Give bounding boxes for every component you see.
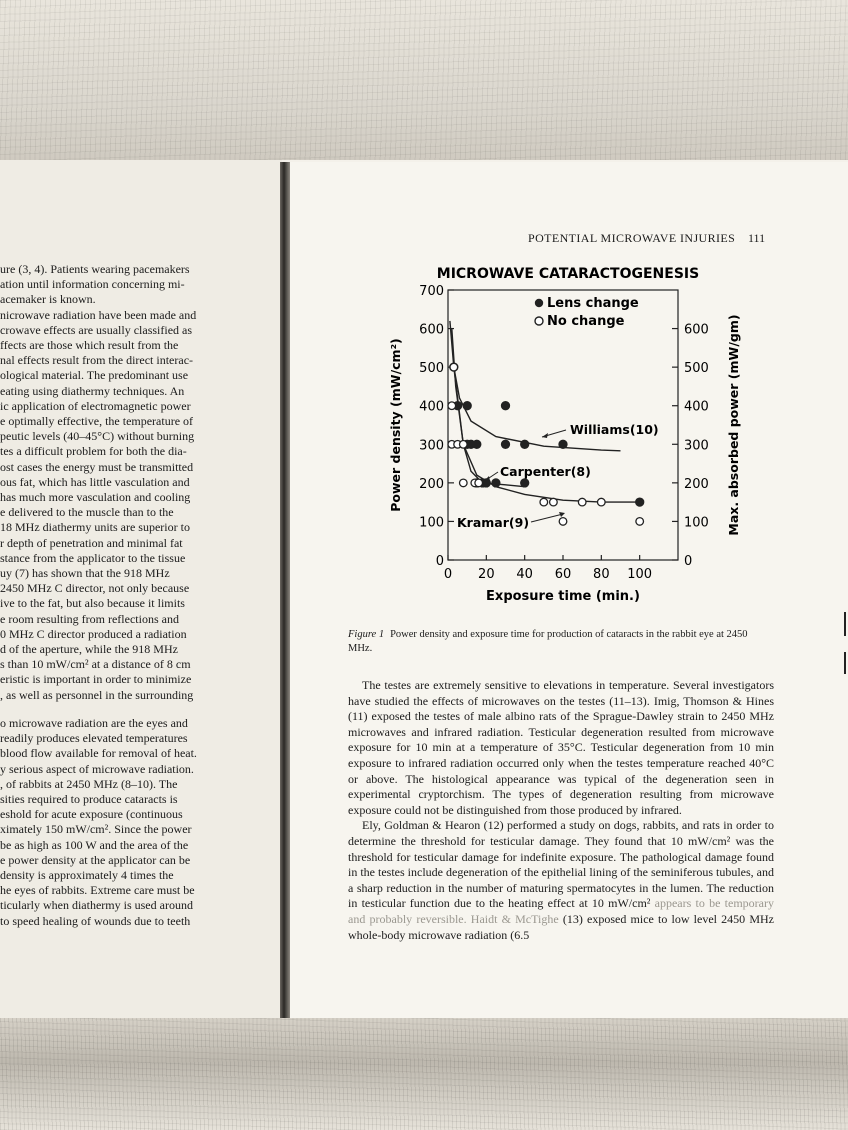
left-text-block-2 xyxy=(0,716,276,929)
left-text-block-1 xyxy=(0,262,276,703)
left-page-text xyxy=(0,262,276,929)
no-change-point xyxy=(598,498,606,506)
y-tick-label: 600 xyxy=(419,322,444,338)
left-text-line: y serious aspect of microwave radiation. xyxy=(0,761,194,776)
page-number: 111 xyxy=(748,231,766,245)
lens-change-point xyxy=(559,440,567,448)
y-axis-ticks xyxy=(419,284,454,569)
left-text-line: to speed healing of wounds due to teeth xyxy=(0,913,191,928)
lens-change-point xyxy=(502,440,510,448)
left-text-line: ffects are those which result from the xyxy=(0,338,179,353)
left-text-line: 18 MHz diathermy units are superior to xyxy=(0,520,190,535)
y-tick-label: 500 xyxy=(419,361,444,377)
left-text-line: ic application of electromagnetic power xyxy=(0,398,191,413)
legend-open-marker xyxy=(535,317,543,325)
paragraph-2-main: Ely, Goldman & Hearon (12) performed a study on dogs, rabbits, and rats in order to determine the threshold for testicular damage. They found that 10 mW/cm² was the threshold for testicular damage for indefinite exposure. The pathological damage found in the testes include degeneration of the epithelial lining of the seminiferous tubules, and a sharp reduction in the number of maturing spermatocytes in the lumen. The reduction in testicular function due to the heating effect at 10 mW/cm² xyxy=(348,818,774,911)
legend-filled-marker xyxy=(535,299,543,307)
paragraph-2 xyxy=(348,818,774,943)
left-text-line: has much more vasculation and cooling xyxy=(0,490,191,505)
scan-noise-bottom xyxy=(0,1018,848,1130)
curve-annotations xyxy=(457,422,659,530)
left-text-line: eating using diathermy techniques. An xyxy=(0,383,185,398)
y2-tick-label: 0 xyxy=(684,554,693,569)
chart-svg xyxy=(378,260,748,610)
no-change-point xyxy=(559,518,567,526)
y2-tick-label: 100 xyxy=(684,515,709,531)
figure-1-chart xyxy=(378,260,748,610)
no-change-point xyxy=(550,498,558,506)
book-gutter xyxy=(280,162,290,1018)
body-text xyxy=(348,678,774,943)
margin-mark xyxy=(844,612,846,636)
caption-text: Power density and exposure time for production of cataracts in the rabbit eye at 2450 MHz. xyxy=(348,629,748,654)
left-text-line: d of the aperture, while the 918 MHz xyxy=(0,642,178,657)
x-tick-label: 100 xyxy=(627,567,653,582)
y-tick-label: 300 xyxy=(419,438,444,454)
y2-tick-label: 500 xyxy=(684,361,709,377)
annotation-williams: Williams(10) xyxy=(570,422,659,437)
left-text-line: , as well as personnel in the surrounding xyxy=(0,687,194,702)
x-axis-ticks xyxy=(444,555,652,582)
left-text-line: 2450 MHz C director, not only because xyxy=(0,581,190,596)
paragraph-1: The testes are extremely sensitive to elevations in temperature. Several investigators have studied the effects of microwaves on the testes (11–13). Imig, Thomson & Hines (11) exposed the testes of male albino rats of the Sprague-Dawley strain to 2450 MHz microwaves and infrared radiation. Testicular degeneration resulted from microwave exposure for 10 min at a temperature of 35°C. Testicular degeneration from 10 min exposure to infrared radiation occurred only when the testes temperature reached 40°C or above. The histological appearance was typical of the degeneration seen in experimental cryptorchism. The types of degeneration resulting from microwave exposure could not be distinguished from those produced by infrared. xyxy=(348,678,774,817)
left-text-line: e optimally effective, the temperature of xyxy=(0,414,194,429)
x-axis-label: Exposure time (min.) xyxy=(486,589,640,604)
lens-change-point xyxy=(636,498,644,506)
arrow-kramar xyxy=(531,514,563,522)
lens-change-point xyxy=(521,440,529,448)
annotation-kramar: Kramar(9) xyxy=(457,515,530,530)
x-tick-label: 40 xyxy=(516,567,533,582)
no-change-point xyxy=(475,479,483,487)
left-text-line: readily produces elevated temperatures xyxy=(0,731,188,746)
chart-title: MICROWAVE CATARACTOGENESIS xyxy=(436,266,700,282)
margin-mark xyxy=(844,652,846,674)
y-axis-label: Power density (mW/cm²) xyxy=(388,338,403,512)
no-change-point xyxy=(448,402,456,410)
y2-tick-label: 600 xyxy=(684,322,709,338)
figure-caption xyxy=(348,628,768,656)
left-text-line: uy (7) has shown that the 918 MHz xyxy=(0,566,170,581)
paragraph-2-faint: appears to be temporary and probably reversible. Haidt & McTighe xyxy=(348,896,774,926)
left-text-line: 0 MHz C director produced a radiation xyxy=(0,626,187,641)
left-text-line: ximately 150 mW/cm². Since the power xyxy=(0,822,192,837)
y2-tick-label: 400 xyxy=(684,399,709,415)
lens-change-point xyxy=(463,402,471,410)
y-tick-label: 200 xyxy=(419,476,444,492)
data-points xyxy=(448,363,644,525)
left-text-line: o microwave radiation are the eyes and xyxy=(0,715,188,730)
caption-label: Figure 1 xyxy=(348,629,385,640)
no-change-point xyxy=(460,441,468,449)
left-text-line: be as high as 100 W and the area of the xyxy=(0,837,189,852)
left-text-line: e room resulting from reflections and xyxy=(0,611,179,626)
left-text-line: e power density at the applicator can be xyxy=(0,852,191,867)
left-text-line: peutic levels (40–45°C) without burning xyxy=(0,429,195,444)
legend-no-change: No change xyxy=(547,314,625,329)
lens-change-point xyxy=(521,479,529,487)
left-text-line: e delivered to the muscle than to the xyxy=(0,505,174,520)
y2-axis-label: Max. absorbed power (mW/gm) xyxy=(726,314,741,536)
x-tick-label: 20 xyxy=(478,567,495,582)
no-change-point xyxy=(450,363,458,371)
left-text-line: ive to the fat, but also because it limits xyxy=(0,596,185,611)
left-text-line: acemaker is known. xyxy=(0,292,96,307)
left-text-line: he eyes of rabbits. Extreme care must be xyxy=(0,883,195,898)
annotation-carpenter: Carpenter(8) xyxy=(500,464,591,479)
left-text-line: nal effects result from the direct interac- xyxy=(0,353,194,368)
left-text-line: nicrowave radiation have been made and xyxy=(0,307,197,322)
no-change-point xyxy=(578,498,586,506)
y-tick-label: 400 xyxy=(419,399,444,415)
lens-change-point xyxy=(492,479,500,487)
scan-noise-top xyxy=(0,0,848,160)
left-text-line: crowave effects are usually classified as xyxy=(0,322,193,337)
running-head: POTENTIAL MICROWAVE INJURIES xyxy=(528,231,736,245)
y-tick-label: 700 xyxy=(419,284,444,299)
x-tick-label: 60 xyxy=(554,567,572,582)
legend xyxy=(535,296,639,329)
left-text-line: eristic is important in order to minimize xyxy=(0,672,192,687)
left-text-line: blood flow available for removal of heat. xyxy=(0,746,197,761)
left-text-line: ticularly when diathermy is used around xyxy=(0,898,193,913)
no-change-point xyxy=(540,498,548,506)
no-change-point xyxy=(460,479,468,487)
left-text-line: eshold for acute exposure (continuous xyxy=(0,807,183,822)
left-text-line: density is approximately 4 times the xyxy=(0,867,174,882)
y-tick-label: 0 xyxy=(435,554,444,569)
left-text-line: ation until information concerning mi- xyxy=(0,277,185,292)
x-tick-label: 0 xyxy=(443,567,453,582)
no-change-point xyxy=(636,518,644,526)
paragraph-2-end: (13) exposed mice to low level 2450 MHz whole-body microwave radiation (6.5 xyxy=(348,911,775,942)
left-text-line: sities required to produce cataracts is xyxy=(0,791,178,806)
left-text-line: s than 10 mW/cm² at a distance of 8 cm xyxy=(0,657,191,672)
lens-change-point xyxy=(473,440,481,448)
left-text-line: , of rabbits at 2450 MHz (8–10). The xyxy=(0,776,178,791)
y2-tick-label: 200 xyxy=(684,476,709,492)
left-text-line: tes a difficult problem for both the dia- xyxy=(0,444,187,459)
left-text-line: ous fat, which has little vasculation and xyxy=(0,474,190,489)
legend-lens-change: Lens change xyxy=(547,296,639,311)
left-text-line: ost cases the energy must be transmitted xyxy=(0,459,194,474)
curve-carpenter xyxy=(452,329,525,487)
y2-tick-label: 300 xyxy=(684,438,709,454)
left-text-line: stance from the applicator to the tissue xyxy=(0,550,186,565)
left-text-line: ological material. The predominant use xyxy=(0,368,189,383)
left-text-line: ure (3, 4). Patients wearing pacemakers xyxy=(0,262,190,276)
lens-change-point xyxy=(502,402,510,410)
x-tick-label: 80 xyxy=(593,567,610,582)
y-tick-label: 100 xyxy=(419,515,444,531)
left-text-line: r depth of penetration and minimal fat xyxy=(0,535,183,550)
